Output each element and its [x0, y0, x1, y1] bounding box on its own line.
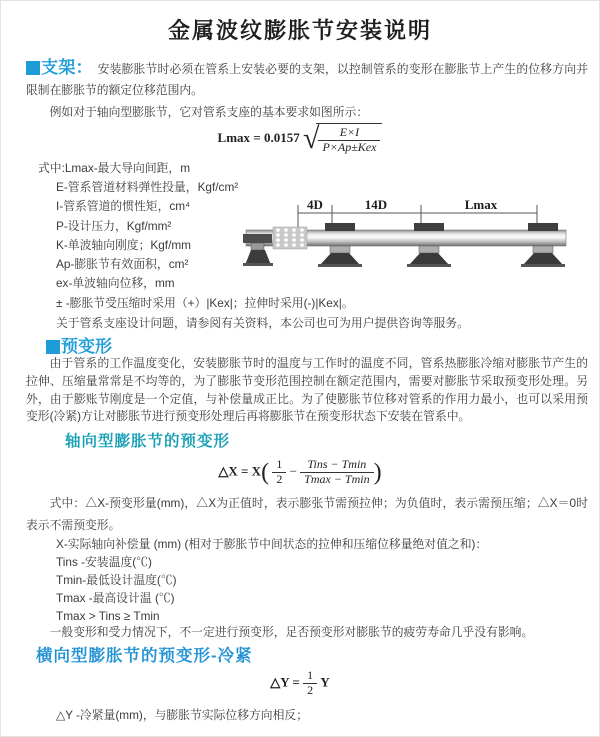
formula-transverse: [1, 669, 599, 698]
definition-line: E-管系管道材料弹性投量，Kgf/cm²: [56, 180, 239, 195]
anchor-support: [243, 234, 273, 266]
axial-note-line: Tins -安装温度(℃): [56, 555, 152, 569]
axial-note-wrap: 式中：△X-预变形量(mm)，△X为正值时，表示膨张节需预拉伸；为负值时，表示需预压缩；△X＝0时表示不需预变形。: [26, 496, 588, 532]
axial-notes-list: [56, 535, 586, 625]
page-title: 金属波纹膨胀节安装说明: [167, 18, 432, 43]
axial-note-line: Tmax > Tins ≥ Tmin: [56, 609, 160, 623]
dim-label-lmax: Lmax: [464, 197, 498, 212]
axial-note-line: Tmax -最高设计温 (℃): [56, 591, 175, 605]
section-square-icon: [46, 340, 60, 354]
transverse-note: △Y -冷紧量(mm)，与膨胀节实际位移方向相反；: [56, 708, 308, 722]
dim-label-14d: 14D: [364, 197, 388, 212]
section-title-predeform: 预变形: [61, 337, 112, 356]
formula-transverse-rhs: Y: [320, 674, 330, 690]
section-title-support: 支架：: [41, 58, 93, 77]
axial-note-line: Tmin-最低设计温度(℃): [56, 573, 177, 587]
section-square-icon: [26, 61, 40, 75]
dim-label-4d: 4D: [307, 197, 323, 212]
formula-lmax-numerator: E×I: [318, 126, 380, 141]
formula-lmax-denominator: P×Ap±Kex: [322, 139, 377, 154]
definition-line: K-单波轴向刚度；Kgf/mm: [56, 237, 192, 252]
formula-axial-lhs: △X = X: [218, 463, 262, 479]
definition-line: 式中:Lmax-最大导向间距，m: [38, 161, 191, 175]
transverse-subheading: 横向型膨胀节的预变形-冷紧: [36, 647, 253, 665]
half-fraction: $\frac{1}{2}$: [303, 669, 317, 698]
temperature-fraction: $\frac{\text{Tins − Tmin}}{Tmax - Tmin}$: [300, 458, 373, 487]
half-fraction: $\frac{1}{2}$: [272, 458, 286, 487]
formula-axial: [1, 458, 599, 487]
definition-line: I-管系管道的惯性矩，cm⁴: [56, 199, 191, 214]
bellows-section: [273, 227, 307, 249]
definition-line: ex-单波轴向位移，mm: [56, 276, 175, 291]
axial-note-line: X-实际轴向补偿量 (mm) (相对于膨胀节中间状态的拉伸和压缩位移量绝对值之和)：: [56, 537, 488, 551]
support-example-line: 例如对于轴向型膨胀节，它对管系支座的基本要求如图所示：: [49, 105, 369, 119]
axial-closing-note: 一般变形和受力情况下，不一定进行预变形，足否预变形对膨胀节的疲劳寿命几乎没有影响。: [49, 625, 534, 639]
consulting-note: 关于管系支座设计问题，请参阅有关资料，本公司也可为用户提供咨询等服务。: [56, 316, 469, 330]
predeform-section-header: [46, 332, 112, 357]
support-intro-paragraph: [26, 57, 588, 101]
minus-sign: −: [289, 463, 297, 479]
definition-line: Ap-膨胀节有效面积，cm²: [56, 257, 189, 272]
formula-lmax: [1, 123, 599, 155]
close-paren: ): [373, 459, 382, 486]
definition-line: P-设计压力，Kgf/mm²: [56, 218, 172, 233]
predeform-body: 由于管系的工作温度变化，安装膨胀节时的温度与工作时的温度不同，管系热膨胀冷缩对膨胀节产生的拉伸、压缩量常常是不均等的，为了膨胀节变形范围控制在额定范围内，需要对膨胀节采取预变形处理。另外，由于膨账节刚度是一个定值，与补偿量成正比。为了使膨胀节位移对管系的作用力最小，也可以采用预变形(冷紧)方让对膨胀节进行预变形处理后再将膨胀节在预变形状态下安装在管系中。: [26, 356, 588, 424]
formula-lmax-radicand: [316, 123, 382, 155]
pipe-support-diagram: [243, 195, 599, 283]
axial-subheading: 轴向型膨胀节的预变形: [65, 433, 231, 450]
formula-lmax-lhs: Lmax = 0.0157: [217, 129, 300, 145]
plus-minus-note: ± -膨胀节受压缩时采用（+）|Kex|；拉伸时采用(-)|Kex|。: [56, 296, 354, 310]
support-intro-text: 安装膨胀节时必须在管系上安装必要的支架，以控制管系的变形在膨胀节上产生的位移方向并限制在膨胀节的额定位移范围内。: [26, 62, 588, 97]
radical-sign-icon: √: [302, 121, 320, 155]
open-paren: (: [261, 459, 270, 486]
formula-transverse-lhs: △Y =: [270, 674, 300, 690]
